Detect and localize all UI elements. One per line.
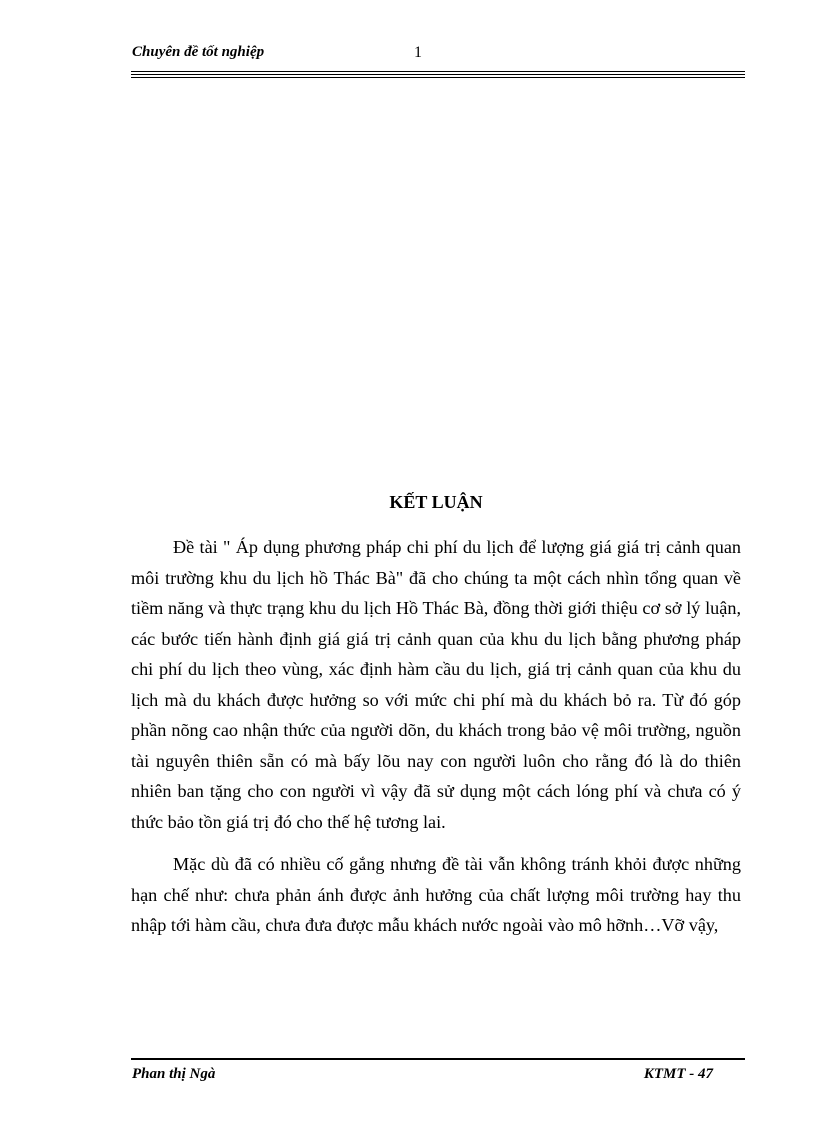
header-page-number: 1 [414, 44, 422, 61]
footer-author: Phan thị Ngà [132, 1066, 216, 1082]
paragraph-1: Đề tài " Áp dụng phương pháp chi phí du lịch để lượng giá giá trị cảnh quan môi trường khu du lịch hồ Thác Bà" đã cho chúng ta một cách nhìn tổng quan về tiềm năng và thực trạng khu du lịch Hồ Thác Bà, đồng thời giới thiệu cơ sở lý luận, các bước tiến hành định giá giá trị cảnh quan của khu du lịch bằng phương pháp chi phí du lịch theo vùng, xác định hàm cầu du lịch, giá trị cảnh quan của khu du lịch mà du khách được hưởng so với mức chi phí mà du khách bỏ ra. Từ đó góp phần nõng cao nhận thức của người dõn, du khách trong bảo vệ môi trường, nguồn tài nguyên thiên sẵn có mà bấy lõu nay con người luôn cho rằng đó là do thiên nhiên ban tặng cho con người vì vậy đã sử dụng một cách lóng phí và chưa có ý thức bảo tồn giá trị đó cho thế hệ tương lai. [131, 537, 741, 832]
section-heading: KẾT LUẬN [389, 492, 483, 512]
footer-rule [131, 1058, 745, 1060]
header-title: Chuyên đề tốt nghiệp [132, 44, 265, 60]
header-rule-2 [131, 74, 745, 75]
body-text [131, 532, 741, 941]
header-rule-1 [131, 71, 745, 72]
header-rule-3 [131, 77, 745, 78]
footer-class-code: KTMT - 47 [643, 1066, 713, 1082]
paragraph-2: Mặc dù đã có nhiều cố gắng nhưng đề tài vẫn không tránh khỏi được những hạn chế như: chưa phản ánh được ảnh hưởng của chất lượng môi trường hay thu nhập tới hàm cầu, chưa đưa được mẫu khách nước ngoài vào mô hỡnh…Vỡ vậy, [131, 854, 741, 935]
